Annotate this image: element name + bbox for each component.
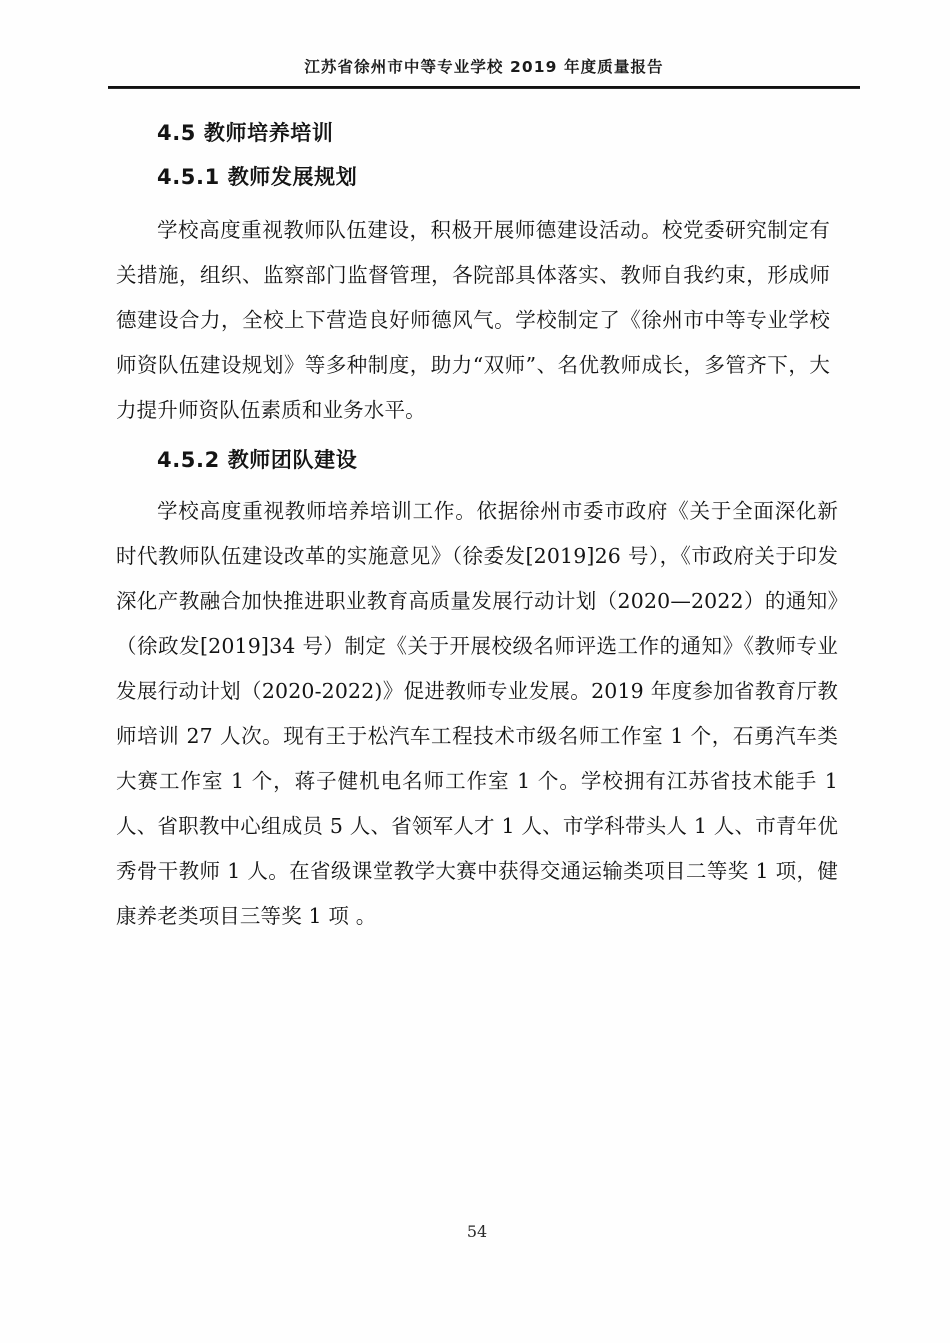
page-number: 54	[466, 1222, 488, 1241]
spacer	[116, 471, 838, 489]
heading-4-5-2: 4.5.2 教师团队建设	[157, 448, 358, 473]
page-footer	[116, 1222, 838, 1241]
paragraph-4-5-1: 学校高度重视教师队伍建设，积极开展师德建设活动。校党委研究制定有关措施，组织、监察部门监督管理，各院部具体落实、教师自我约束，形成师德建设合力，全校上下营造良好师德风气。学校制定了《徐州市中等专业学校师资队伍建设规划》等多种制度，助力“双师”、名优教师成长，多管齐下，大力提升师资队伍素质和业务水平。	[116, 218, 830, 423]
heading-4-5: 4.5 教师培养培训	[157, 121, 334, 145]
page-content	[116, 122, 838, 939]
spacer	[116, 188, 838, 208]
spacer	[116, 433, 838, 449]
paragraph-4-5-2: 学校高度重视教师培养培训工作。依据徐州市委市政府《关于全面深化新时代教师队伍建设改革的实施意见》（徐委发[2019]26 号），《市政府关于印发深化产教融合加快推进职业教育高质量发展行动计划（2020—2022）的通知》（徐政发[2019]34 号）制定《关于开展校级名师评选工作的通知》《教师专业发展行动计划（2020-2022)》促进教师专业发展。2019 年度参加省教育厅教师培训 27 人次。现有王于松汽车工程技术市级名师工作室 1 个，石勇汽车类大赛工作室 1 个，蒋子健机电名师工作室 1 个。学校拥有江苏省技术能手 1 人、省职教中心组成员 5 人、省领军人才 1 人、市学科带头人 1 人、市青年优秀骨干教师 1 人。在省级课堂教学大赛中获得交通运输类项目二等奖 1 项，健康养老类项目三等奖 1 项 。	[116, 499, 838, 929]
header-divider-rule	[108, 86, 860, 89]
running-header	[108, 58, 860, 77]
heading-4-5-1: 4.5.1 教师发展规划	[157, 165, 358, 190]
header-title: 江苏省徐州市中等专业学校 2019 年度质量报告	[304, 58, 664, 76]
spacer	[116, 144, 838, 166]
